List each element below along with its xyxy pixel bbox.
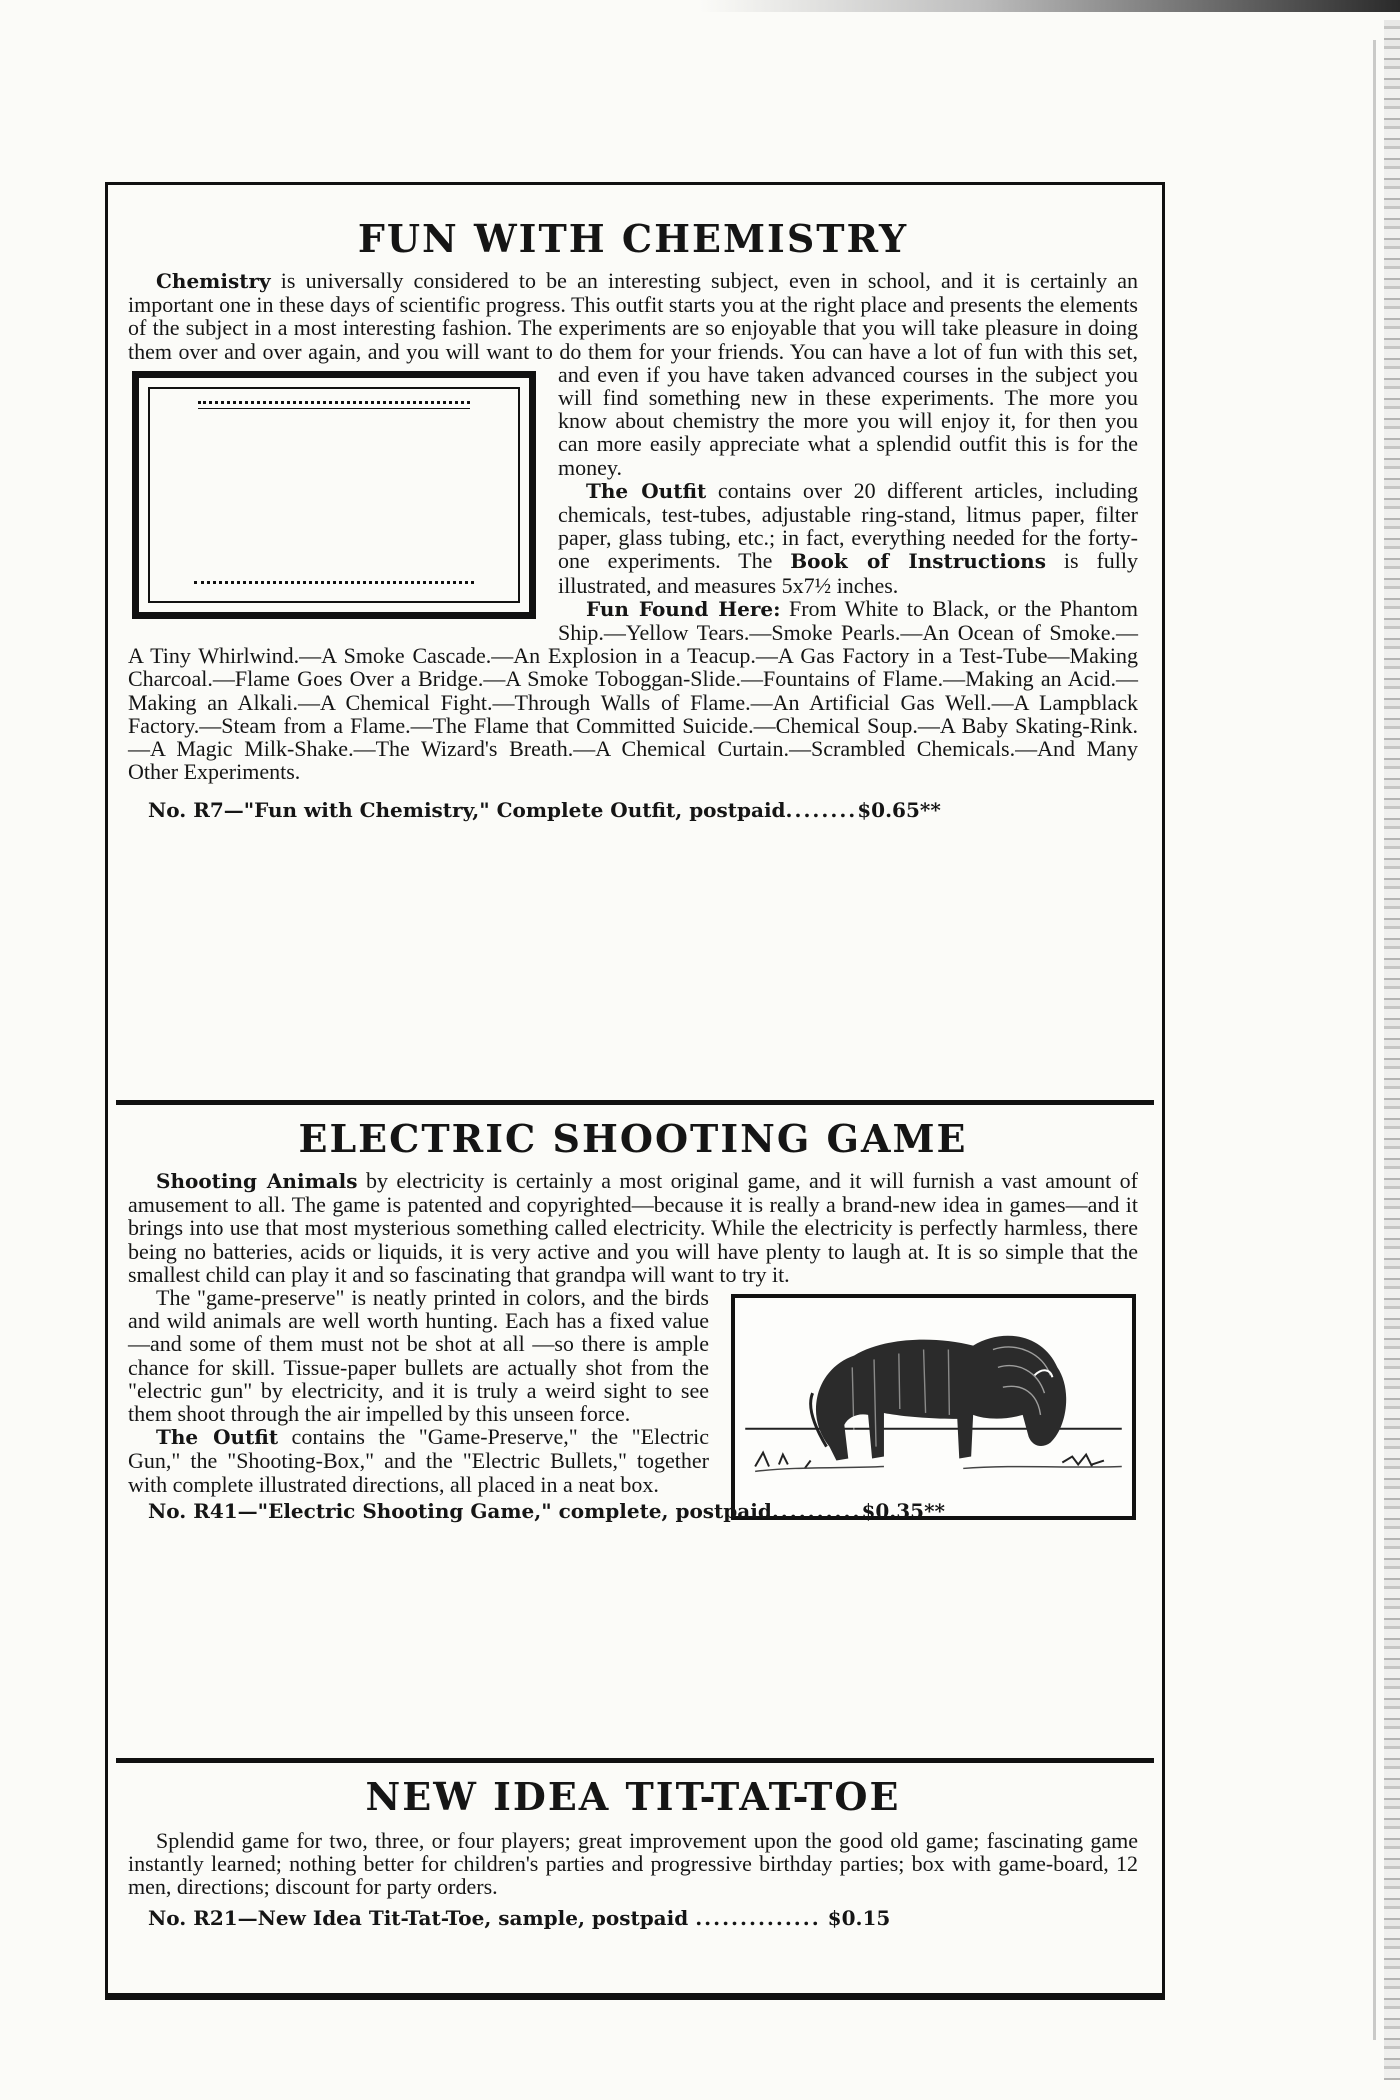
chemistry-para3: From White to Black, or the Phantom Ship.—Yellow Tears.—Smoke Pearls.—An Ocean of Smoke.—A Tiny Whirlwind.—A Smoke Cascade.—An Explosion in a Teacup.—A Gas Factory in a Test-Tube—Making Charcoal.—Flame Goes Over a Bridge.—A Smoke Toboggan-Slide.—Fountains of Flame.—Making an Acid.—Making an Alkali.—A Chemical Fight.—Through Walls of Flame.—An Artificial Gas Well.—A Lampblack Factory.—Steam from a Flame.—The Flame that Committed Suicide.—Chemical Soup.—A Baby Skating-Rink.—A Magic Milk-Shake.—The Wizard's Breath.—A Chemical Curtain.—Scrambled Chemicals.—And Many Other Experiments. <box>128 595 1138 785</box>
shooting-lead2: The Outfit <box>156 1425 279 1450</box>
chemistry-order-price: $0.65** <box>857 798 941 823</box>
shooting-order-dots: .......... <box>771 1498 862 1523</box>
chemistry-para1-rest: with this set, and even if you have taken advanced courses in the subject you will find something new in these experiments. The more you know about chemistry the more you will enjoy it, for then you can more easily appreciate what a splendid outfit this is for the money. <box>558 338 1138 480</box>
chemistry-para1-start: is universally considered to be an interesting subject, even in school, and it is certainly an important one in these days of scientific progress. This outfit starts you at the right place and presents the elements of the subject in a most interesting fashion. The experiments are so enjoyable that you will take pleasure in doing them over and over again, and you will want to do them for your friends. You can have a lot of fun <box>128 268 1138 364</box>
chemistry-body <box>128 269 1138 823</box>
shooting-para2: The "game-preserve" is neatly printed in colors, and the birds and wild animals are well worth hunting. Each has a fixed value —and some of them must not be shot at all —so there is ample chance for skill. Tissue-paper bullets are actually shot from the "electric gun" by electricity, and it is truly a weird sight to see them shoot through the air impelled by this unseen force. <box>128 1285 709 1427</box>
tittattoe-order-text: No. R21—New Idea Tit-Tat-Toe, sample, postpaid <box>148 1905 689 1930</box>
bison-icon <box>735 1298 1132 1516</box>
chemistry-lead3: Book of Instructions <box>790 549 1046 574</box>
chemistry-para2: contains over 20 different articles, including chemicals, test-tubes, adjustable ring-stand, litmus paper, filter paper, glass tubing, etc.; in fact, everything needed for the forty-one experiments. The <box>558 477 1138 574</box>
chemistry-lead: Chemistry <box>156 269 271 293</box>
shooting-para1: by electricity is certainly a most original game, and it will furnish a vast amount of amusement to all. The game is patented and copyrighted—because it is really a brand-new idea in games—and it brings into use that most mysterious something called electricity. While the electricity is perfectly harmless, there being no batteries, acids or liquids, it is very active and you will have plenty to laugh at. It is so simple that the smallest child can play it and so fascinating that grandpa will want to try it. <box>128 1168 1138 1287</box>
tittattoe-title: NEW IDEA TIT-TAT-TOE <box>365 1774 901 1819</box>
chemistry-lead2: The Outfit <box>586 478 707 503</box>
advertisement-frame <box>105 182 1165 1996</box>
tittattoe-order-line <box>128 1905 1138 1931</box>
tittattoe-section <box>128 1773 1138 1931</box>
chemistry-para1 <box>128 268 1138 480</box>
scan-edge-right <box>1384 20 1400 2080</box>
shooting-lead: Shooting Animals <box>156 1169 358 1193</box>
chemistry-title: FUN WITH CHEMISTRY <box>357 216 909 261</box>
chemistry-para2b: is fully illustrated, and measures 5x7½ inches. <box>558 548 1138 598</box>
shooting-order-text: No. R41—"Electric Shooting Game," complete, postpaid <box>148 1498 772 1523</box>
chemistry-paragraph-1 <box>128 269 1138 479</box>
shooting-para3: contains the "Game-Preserve," the "Electric Gun," the "Shooting-Box," and the "Electric Bullets," together with complete illustrated directions, all placed in a neat box. <box>128 1424 709 1497</box>
section-divider-1 <box>116 1100 1154 1105</box>
section-divider-2 <box>116 1758 1154 1763</box>
tittattoe-para1: Splendid game for two, three, or four players; great improvement upon the good old game; fascinating game instantly learned; nothing better for children's parties and progressive birthday parties; box with game-board, 12 men, directions; discount for party orders. <box>128 1828 1138 1900</box>
bison-illustration <box>731 1294 1136 1520</box>
shooting-section <box>128 1115 1138 1526</box>
tittattoe-order-dots: .............. <box>695 1905 821 1930</box>
shooting-body <box>128 1169 1138 1524</box>
tittattoe-paragraph <box>128 1829 1138 1899</box>
chemistry-order-line <box>128 797 1138 823</box>
chemistry-lead4: Fun Found Here: <box>586 596 781 621</box>
shooting-paragraph-1 <box>128 1169 1138 1286</box>
scan-edge-right-line <box>1373 40 1376 2040</box>
chemistry-order-dots: ........ <box>785 798 858 823</box>
shooting-title: ELECTRIC SHOOTING GAME <box>298 1116 968 1161</box>
logo-top-fineprint <box>198 401 470 409</box>
chemistry-order-text: No. R7—"Fun with Chemistry," Complete Outfit, postpaid <box>148 798 786 823</box>
scan-edge-top <box>700 0 1400 12</box>
chemistry-paragraph-3 <box>128 597 1138 784</box>
logo-bottom-fineprint <box>194 581 474 587</box>
tittattoe-order-price: $0.15 <box>827 1905 891 1930</box>
shooting-order-price: $0.35** <box>861 1498 945 1523</box>
fun-with-chemistry-logo <box>132 371 536 619</box>
chemistry-section <box>128 215 1138 823</box>
logo-inner-border <box>148 387 520 603</box>
